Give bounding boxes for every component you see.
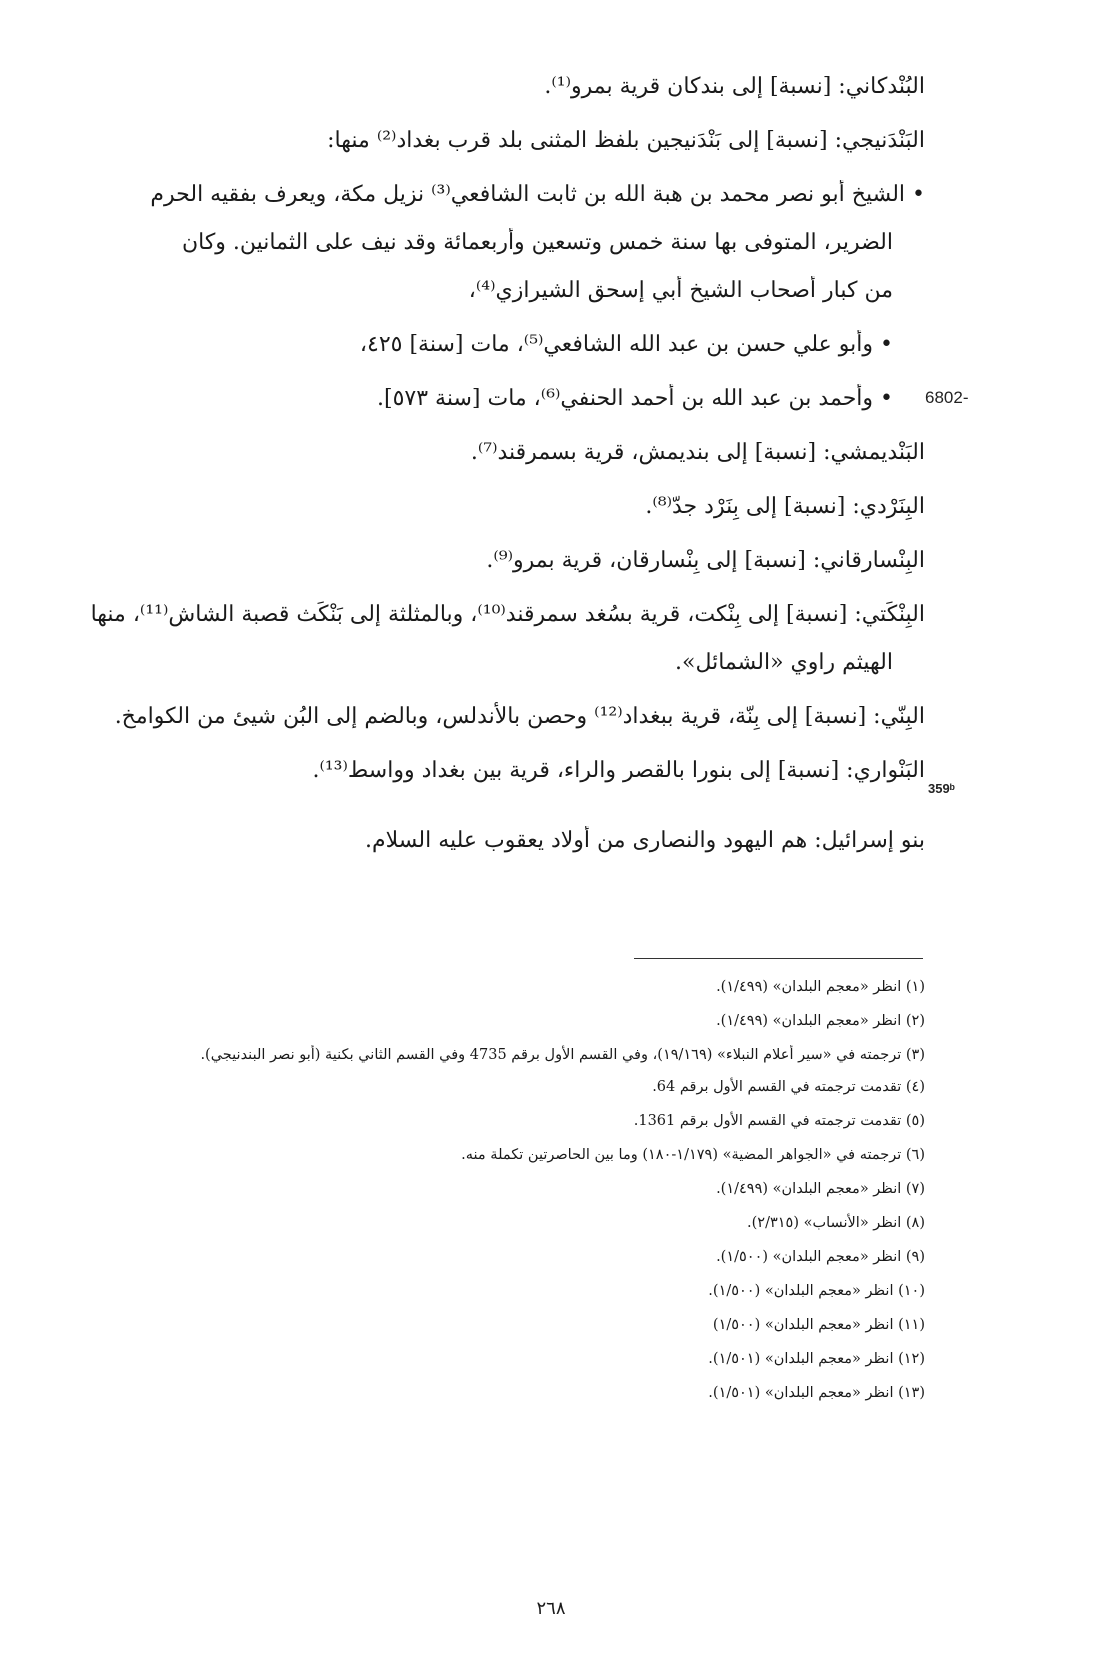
entry-bandaniji-bullet-2: • وأبو علي حسن بن عبد الله الشافعي⁽⁵⁾، مات [سنة] ٤٢٥، — [359, 332, 893, 357]
entry-binkati-cont: الهيثم راوي «الشمائل». — [674, 650, 893, 675]
entry-banwari: البَنْواري: [نسبة] إلى بنورا بالقصر والراء، قرية بين بغداد وواسط⁽¹³⁾. — [312, 758, 925, 783]
page-number: ٢٦٨ — [536, 1598, 566, 1619]
entry-binardi: البِنَرْدي: [نسبة] إلى بِنَرْد جدّ⁽⁸⁾. — [645, 494, 925, 519]
footnote: (١١) انظر «معجم البلدان» (١/٥٠٠) — [712, 1317, 925, 1333]
entry-bandimashi: البَنْديمشي: [نسبة] إلى بنديمش، قرية بسمرقند⁽⁷⁾. — [470, 440, 925, 465]
footnote: (٣) ترجمته في «سير أعلام النبلاء» (١٩/١٦٩)، وفي القسم الأول برقم 4735 وفي القسم الثاني بكنية (أبو نصر البندنيجي). — [200, 1047, 925, 1063]
footnote: (١) انظر «معجم البلدان» (١/٤٩٩). — [716, 979, 925, 995]
entry-binni: البِنّي: [نسبة] إلى بِنّة، قرية ببغداد⁽¹²⁾ وحصن بالأندلس، وبالضم إلى البُن شيئ من الكوامخ. — [114, 704, 925, 729]
footnote: (١٢) انظر «معجم البلدان» (١/٥٠١). — [708, 1351, 925, 1367]
entry-bundukani: البُنْدكاني: [نسبة] إلى بندكان قرية بمرو⁽¹⁾. — [544, 74, 925, 99]
footnote-separator — [634, 958, 923, 959]
entry-binsariqani: البِنْسارقاني: [نسبة] إلى بِنْسارقان، قرية بمرو⁽⁹⁾. — [486, 548, 925, 573]
manuscript-folio-mark: 359ᵇ — [928, 781, 955, 796]
entry-bandaniji-bullet-3: • وأحمد بن عبد الله بن أحمد الحنفي⁽⁶⁾، مات [سنة ٥٧٣]. — [377, 386, 893, 411]
footnotes — [80, 977, 925, 1417]
footnote: (٨) انظر «الأنساب» (٢/٣١٥). — [747, 1215, 925, 1231]
entry-banu-israil: بنو إسرائيل: هم اليهود والنصارى من أولاد يعقوب عليه السلام. — [365, 828, 925, 853]
footnote: (١٣) انظر «معجم البلدان» (١/٥٠١). — [708, 1385, 925, 1401]
entry-bandaniji-bullet-1-cont2: من كبار أصحاب الشيخ أبي إسحق الشيرازي⁽⁴⁾، — [468, 278, 893, 303]
entry-bandaniji: البَنْدَنيجي: [نسبة] إلى بَنْدَنيجين بلفظ المثنى بلد قرب بغداد⁽²⁾ منها: — [327, 128, 925, 153]
footnote: (٤) تقدمت ترجمته في القسم الأول برقم 64. — [652, 1079, 925, 1095]
main-text — [80, 72, 925, 880]
entry-bandaniji-bullet-1-cont: الضرير، المتوفى بها سنة خمس وتسعين وأربعمائة وقد نيف على الثمانين. وكان — [181, 230, 893, 255]
footnote: (٢) انظر «معجم البلدان» (١/٤٩٩). — [716, 1013, 925, 1029]
footnote: (١٠) انظر «معجم البلدان» (١/٥٠٠). — [708, 1283, 925, 1299]
footnote: (٥) تقدمت ترجمته في القسم الأول برقم 1361. — [633, 1113, 925, 1129]
footnote: (٧) انظر «معجم البلدان» (١/٤٩٩). — [716, 1181, 925, 1197]
margin-entry-number: 6802- — [925, 388, 969, 407]
entry-binkati: البِنْكَتي: [نسبة] إلى بِنْكت، قرية بسُغد سمرقند⁽¹⁰⁾، وبالمثلثة إلى بَنْكَث قصبة الشاش⁽¹¹⁾، منها — [90, 602, 925, 627]
footnote: (٦) ترجمته في «الجواهر المضية» (١/١٧٩-١٨٠) وما بين الحاصرتين تكملة منه. — [461, 1147, 925, 1163]
entry-bandaniji-bullet-1: • الشيخ أبو نصر محمد بن هبة الله بن ثابت الشافعي⁽³⁾ نزيل مكة، ويعرف بفقيه الحرم — [150, 182, 925, 207]
footnote: (٩) انظر «معجم البلدان» (١/٥٠٠). — [716, 1249, 925, 1265]
